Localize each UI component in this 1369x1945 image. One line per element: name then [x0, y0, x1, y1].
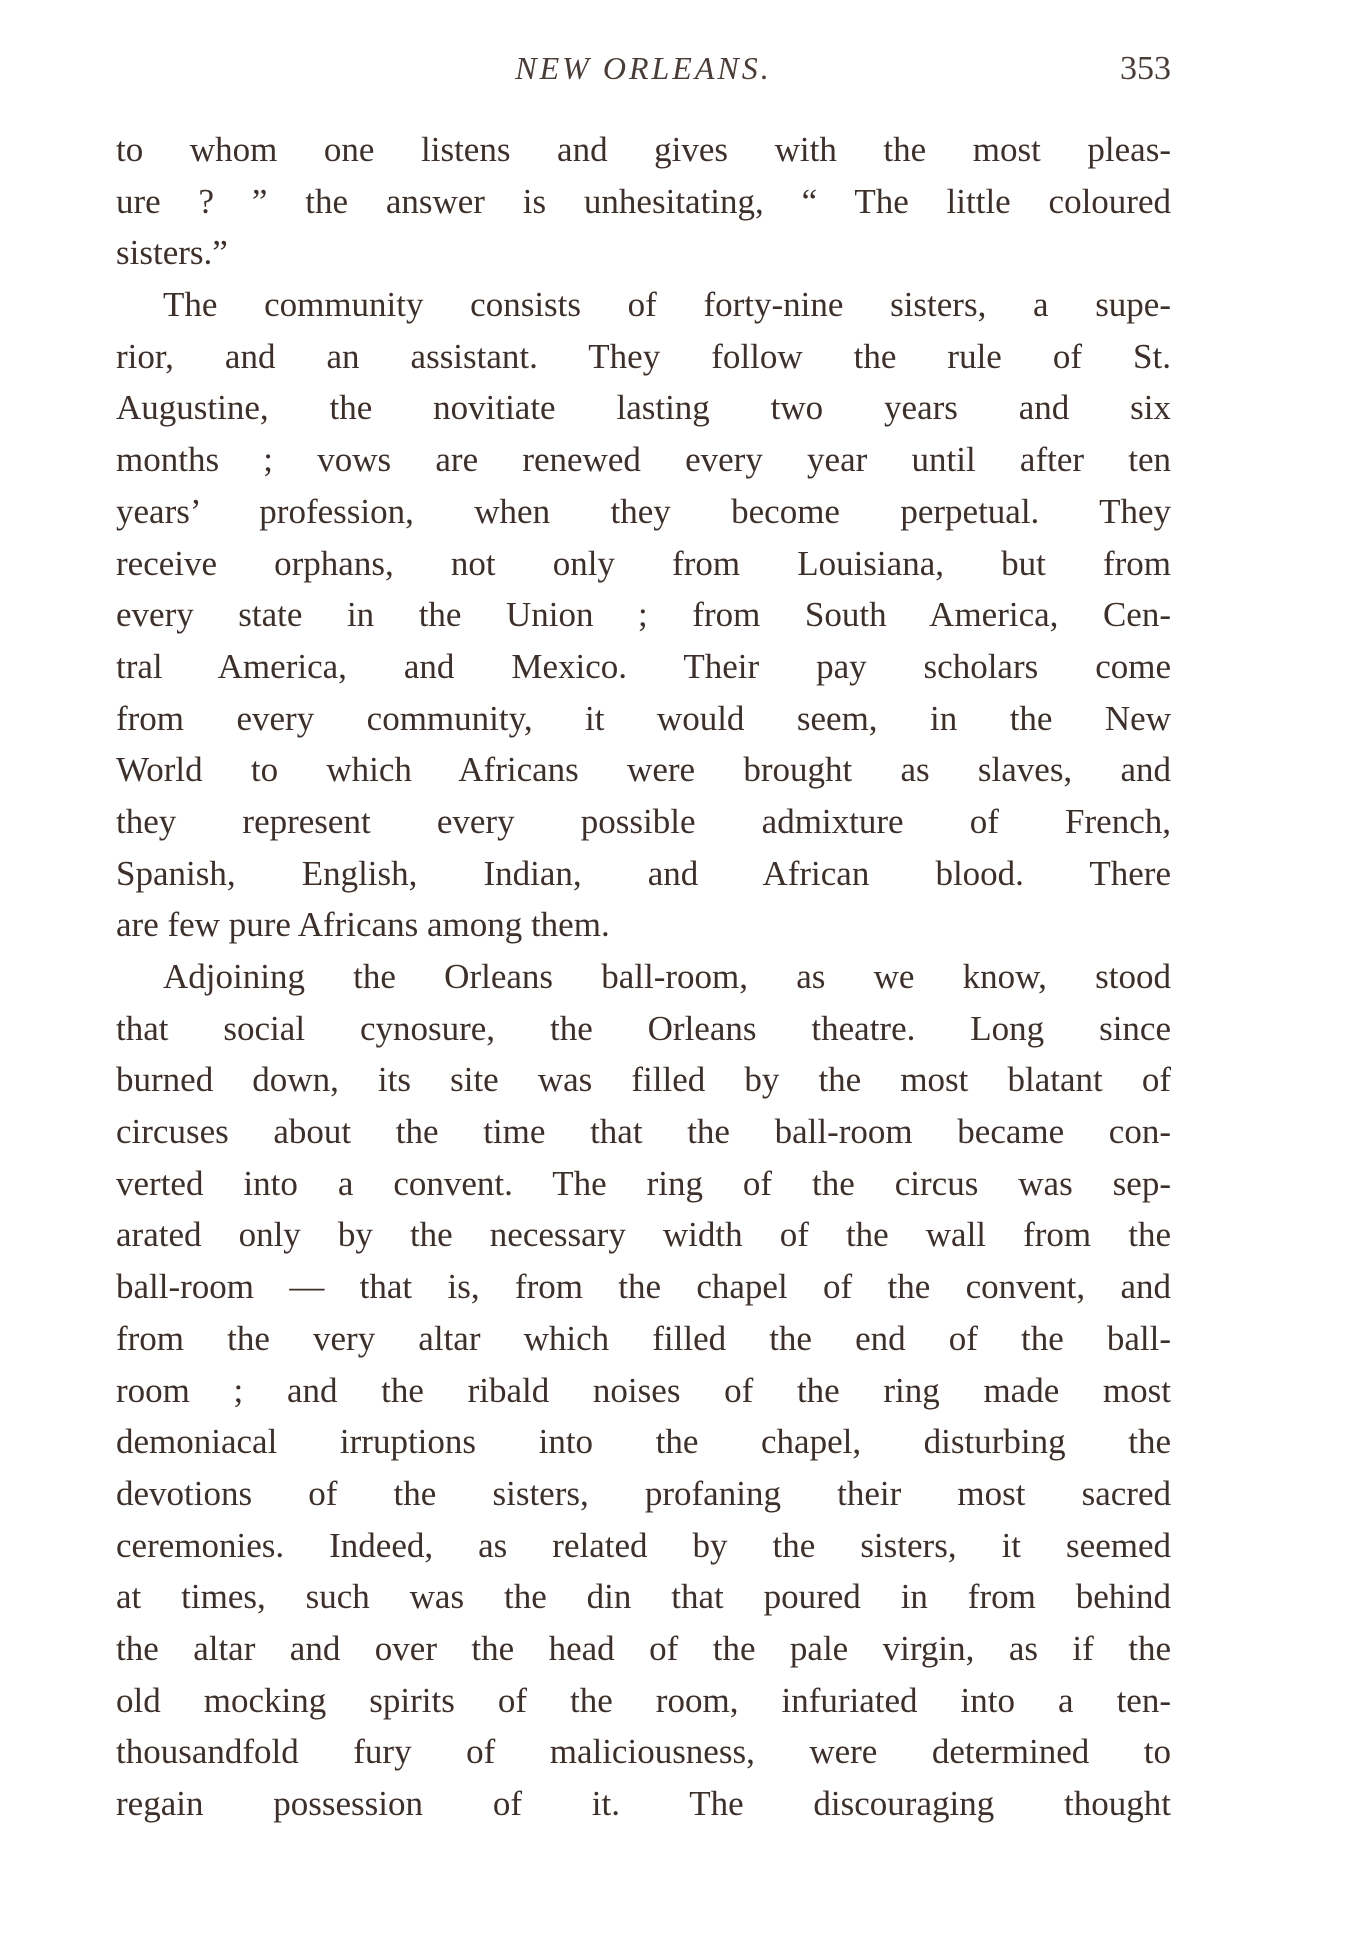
text-line: they represent every possible admixture of French, [116, 801, 1171, 841]
text-line: burned down, its site was filled by the most blatant of [116, 1060, 1171, 1100]
text-line: Spanish, English, Indian, and African blood. There [116, 853, 1171, 893]
text-line: Augustine, the novitiate lasting two years and six [116, 388, 1171, 428]
text-line: that social cynosure, the Orleans theatre. Long since [116, 1008, 1171, 1048]
text-line: arated only by the necessary width of the wall from the [116, 1215, 1171, 1255]
text-line: months ; vows are renewed every year until after ten [116, 440, 1171, 480]
page-number: 353 [1120, 50, 1171, 87]
text-line: room ; and the ribald noises of the ring made most [116, 1370, 1171, 1410]
text-line: every state in the Union ; from South America, Cen- [116, 595, 1171, 635]
text-line: from the very altar which filled the end of the ball- [116, 1318, 1171, 1358]
text-line: from every community, it would seem, in the New [116, 698, 1171, 738]
text-line: regain possession of it. The discouraging thought [116, 1784, 1171, 1823]
text-line: verted into a convent. The ring of the circus was sep- [116, 1163, 1171, 1203]
text-line: World to which Africans were brought as slaves, and [116, 750, 1171, 790]
text-line: years’ profession, when they become perpetual. They [116, 491, 1171, 531]
text-line: ceremonies. Indeed, as related by the sisters, it seemed [116, 1525, 1171, 1565]
text-line: ball-room — that is, from the chapel of the convent, and [116, 1267, 1171, 1307]
text-line: tral America, and Mexico. Their pay scholars come [116, 646, 1171, 686]
text-line: The community consists of forty-nine sisters, a supe- [163, 285, 1171, 325]
text-line: at times, such was the din that poured in from behind [116, 1577, 1171, 1617]
text-line: Adjoining the Orleans ball-room, as we know, stood [163, 957, 1171, 996]
text-line: receive orphans, not only from Louisiana, but from [116, 543, 1171, 583]
text-line: to whom one listens and gives with the most pleas- [116, 130, 1171, 169]
text-line: ure ? ” the answer is unhesitating, “ The little coloured [116, 181, 1171, 221]
text-line: demoniacal irruptions into the chapel, disturbing the [116, 1422, 1171, 1462]
text-line: the altar and over the head of the pale virgin, as if the [116, 1628, 1171, 1668]
text-line: thousandfold fury of maliciousness, were determined to [116, 1732, 1171, 1772]
text-line: devotions of the sisters, profaning their most sacred [116, 1473, 1171, 1513]
text-line: old mocking spirits of the room, infuriated into a ten- [116, 1680, 1171, 1720]
text-line: sisters.” [116, 233, 228, 273]
text-line: are few pure Africans among them. [116, 905, 610, 945]
running-head [116, 50, 1171, 94]
text-line: circuses about the time that the ball-room became con- [116, 1112, 1171, 1152]
running-title: NEW ORLEANS. [515, 50, 772, 86]
text-line: rior, and an assistant. They follow the rule of St. [116, 336, 1171, 376]
body-text [116, 124, 1171, 1830]
